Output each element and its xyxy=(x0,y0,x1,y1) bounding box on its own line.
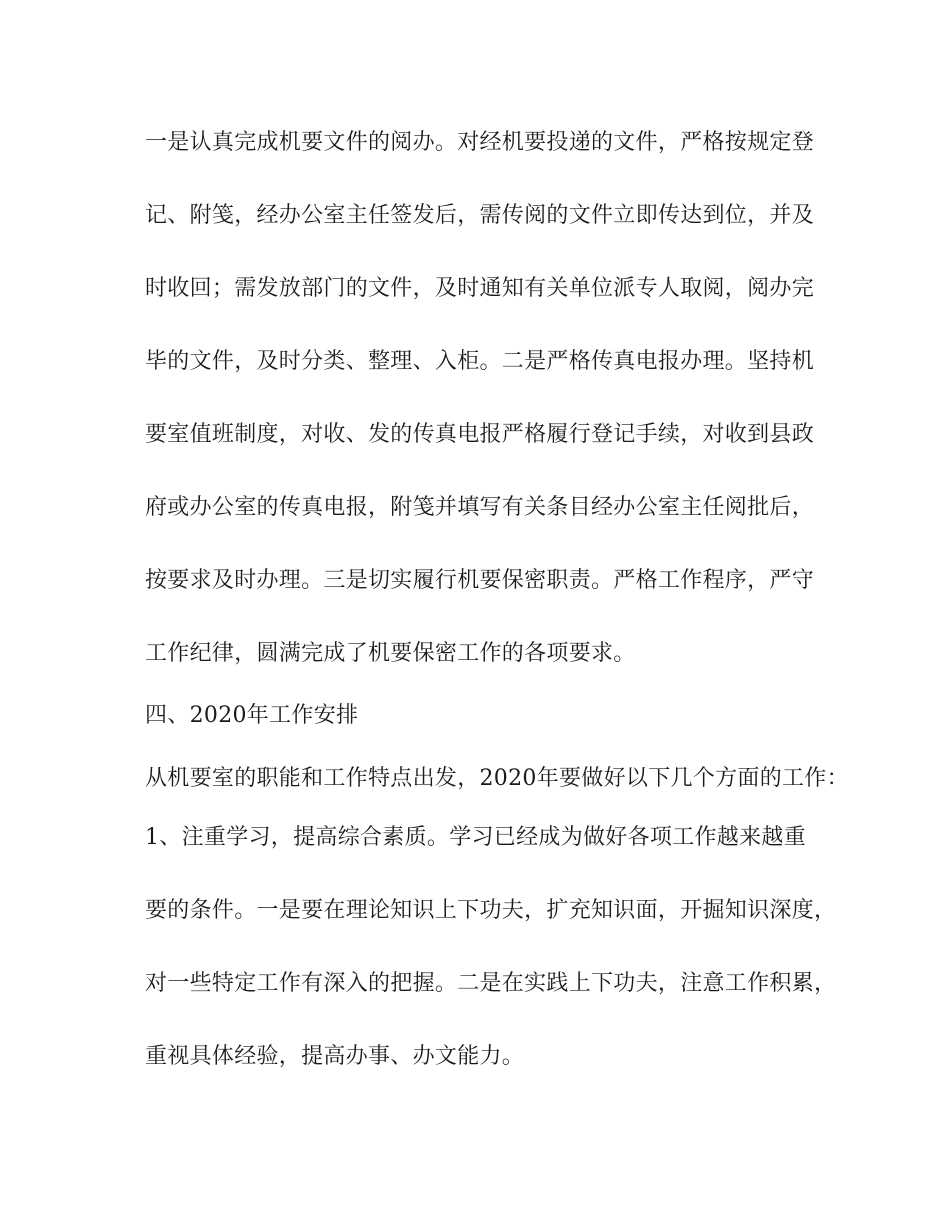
paragraph-line: 工作纪律，圆满完成了机要保密工作的各项要求。 xyxy=(145,641,636,666)
paragraph-line: 对一些特定工作有深入的把握。二是在实践上下功夫，注意工作积累， xyxy=(145,971,837,996)
paragraph-line: 时收回；需发放部门的文件，及时通知有关单位派专人取阅，阅办完 xyxy=(145,276,815,301)
paragraph-line: 府或办公室的传真电报，附笺并填写有关条目经办公室主任阅批后， xyxy=(145,495,815,520)
paragraph-line: 1、注重学习，提高综合素质。学习已经成为做好各项工作越来越重 xyxy=(145,825,806,850)
paragraph-line: 重视具体经验，提高办事、办文能力。 xyxy=(145,1044,525,1069)
paragraph-line: 记、附笺，经办公室主任签发后，需传阅的文件立即传达到位，并及 xyxy=(145,203,815,228)
paragraph-line: 毕的文件，及时分类、整理、入柜。二是严格传真电报办理。坚持机 xyxy=(145,349,815,374)
paragraph-line: 要的条件。一是要在理论知识上下功夫，扩充知识面，开掘知识深度， xyxy=(145,898,837,923)
section-heading: 四、2020年工作安排 xyxy=(145,703,359,728)
paragraph-line: 一是认真完成机要文件的阅办。对经机要投递的文件，严格按规定登 xyxy=(145,130,815,155)
paragraph-line: 要室值班制度，对收、发的传真电报严格履行登记手续，对收到县政 xyxy=(145,422,815,447)
intro-line: 从机要室的职能和工作特点出发，2020年要做好以下几个方面的工作： xyxy=(145,766,849,791)
paragraph-line: 按要求及时办理。三是切实履行机要保密职责。严格工作程序，严守 xyxy=(145,568,815,593)
